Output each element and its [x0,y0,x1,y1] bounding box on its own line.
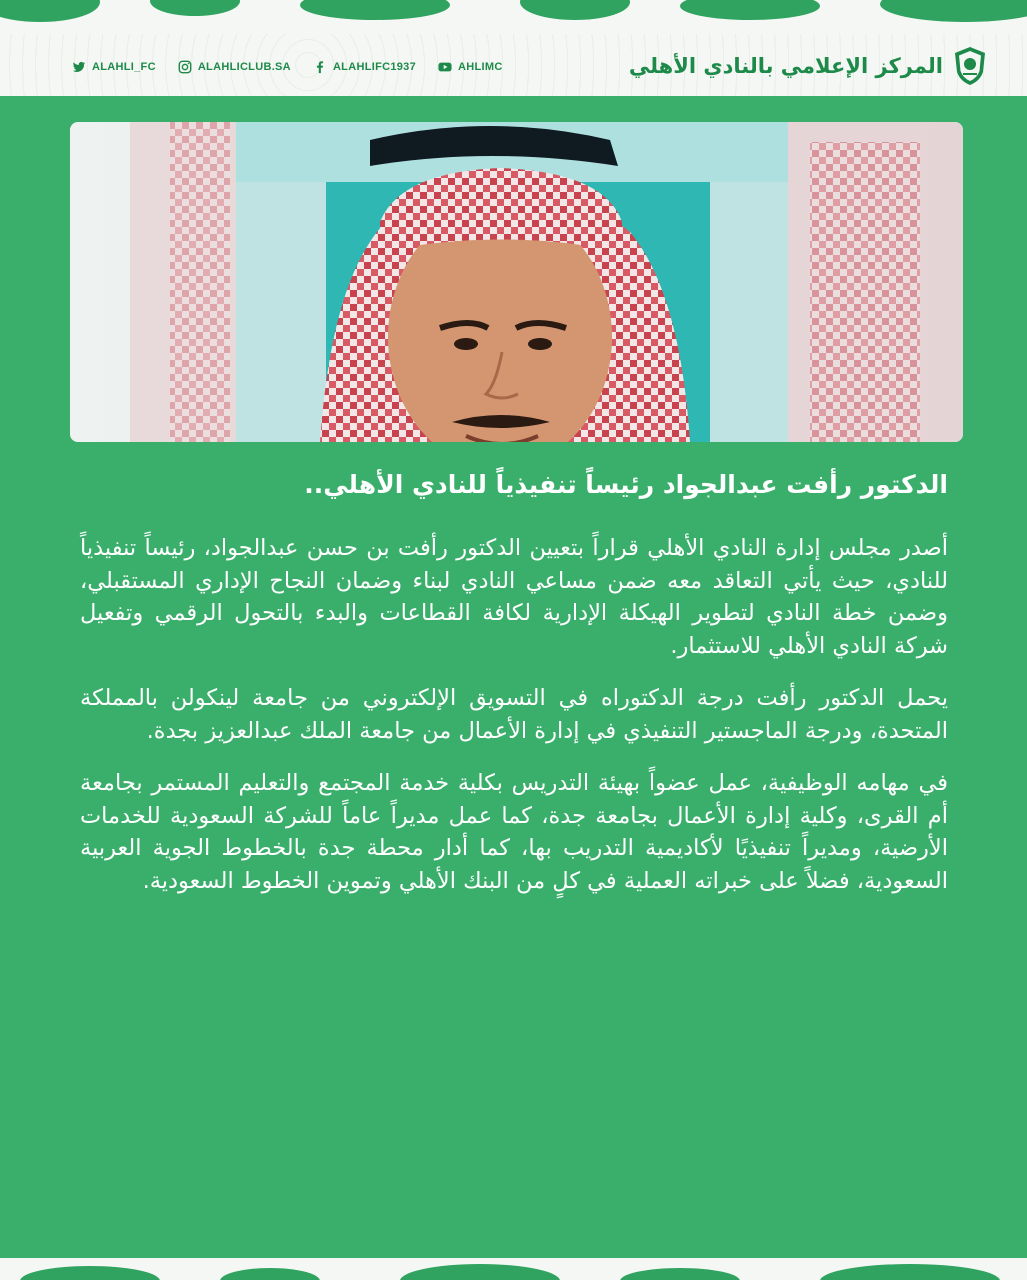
top-decorative-strip [0,0,1027,34]
media-center-title: المركز الإعلامي بالنادي الأهلي [628,54,943,78]
youtube-icon [438,60,452,74]
article-body [80,532,948,917]
facebook-icon [313,60,327,74]
article-paragraph: أصدر مجلس إدارة النادي الأهلي قراراً بتعيين الدكتور رأفت بن حسن عبدالجواد، رئيساً تنفيذياً للنادي، حيث يأتي التعاقد معه ضمن مساعي النادي لبناء وضمان النجاح الإداري المستقبلي، وضمن خطة النادي لتطوير الهيكلة الإدارية لكافة القطاعات والبدء بالتحول الرقمي وتفعيل شركة النادي الأهلي للاستثمار. [80,535,948,659]
left-decorative-pattern [0,96,70,456]
twitter-icon [72,60,86,74]
article-paragraph: يحمل الدكتور رأفت درجة الدكتوراه في التسويق الإلكتروني من جامعة لينكولن بالمملكة المتحدة، ودرجة الماجستير التنفيذي في إدارة الأعمال من جامعة الملك عبدالعزيز بجدة. [80,685,948,744]
social-twitter-label: ALAHLI_FC [92,61,156,73]
social-instagram-label: ALAHLICLUB.SA [197,61,291,73]
social-instagram[interactable] [178,60,291,74]
bottom-decorative-strip [0,1258,1027,1280]
article-paragraph: في مهامه الوظيفية، عمل عضواً بهيئة التدريس بكلية خدمة المجتمع والتعليم المستمر بجامعة أم القرى، وكلية إدارة الأعمال بجامعة جدة، كما عمل مديراً عاماً للشركة السعودية للخدمات الأرضية، ومديراً تنفيذيًا لأكاديمية التدريب بها، كما أدار محطة جدة بالخطوط الجوية العربية السعودية، فضلاً على خبراته العملية في كلٍ من البنك الأهلي وتموين الخطوط السعودية. [80,770,948,894]
header-bar [0,34,1027,96]
social-facebook[interactable] [313,60,416,74]
right-decorative-pattern [957,96,1027,456]
article-headline: الدكتور رأفت عبدالجواد رئيساً تنفيذياً للنادي الأهلي.. [304,470,948,499]
portrait-photo [70,122,963,442]
social-facebook-label: ALAHLIFC1937 [332,61,416,73]
brand [629,44,987,88]
social-youtube[interactable] [438,60,503,74]
club-crest-icon [953,46,987,86]
social-twitter[interactable] [72,60,156,74]
instagram-icon [178,60,192,74]
social-links [72,56,503,78]
social-youtube-label: AHLIMC [458,61,503,73]
